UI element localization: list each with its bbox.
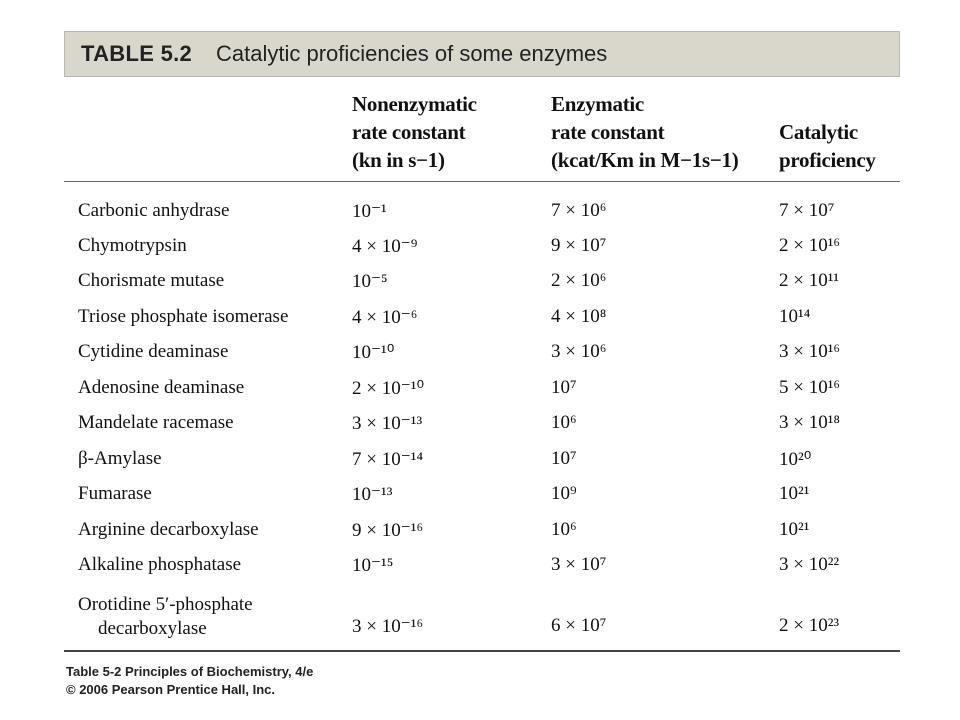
enzyme-name: Cytidine deaminase [78,341,229,362]
enzymatic-rate: 10⁷ [551,448,577,469]
enzyme-name [78,593,253,641]
catalytic-proficiency: 10²⁰ [779,449,812,470]
enzymatic-rate: 6 × 10⁷ [551,615,607,636]
catalytic-proficiency: 2 × 10¹¹ [779,270,840,291]
table-row [0,235,960,265]
header-line: rate constant [551,120,665,144]
enzymatic-rate: 10⁶ [551,412,577,433]
nonenzymatic-rate: 10⁻¹⁰ [352,342,395,363]
enzyme-name: Carbonic anhydrase [78,200,230,221]
table-row [0,200,960,230]
catalytic-proficiency: 3 × 10¹⁶ [779,341,841,362]
enzymatic-rate: 4 × 10⁸ [551,306,607,327]
header-line: (kn in s−1) [352,148,445,172]
nonenzymatic-rate: 7 × 10⁻¹⁴ [352,449,424,470]
catalytic-proficiency: 3 × 10¹⁸ [779,412,841,433]
credit-line: Table 5-2 Principles of Biochemistry, 4/e [66,664,314,679]
enzyme-name: Chymotrypsin [78,235,187,256]
nonenzymatic-rate: 10⁻¹⁵ [352,555,394,576]
enzyme-name: Triose phosphate isomerase [78,306,289,327]
enzymatic-rate: 2 × 10⁶ [551,270,607,291]
enzymatic-rate: 3 × 10⁶ [551,341,607,362]
enzymatic-rate: 10⁷ [551,377,577,398]
table-row [0,306,960,336]
header-line: Nonenzymatic [352,92,477,116]
header-line: Enzymatic [551,92,644,116]
nonenzymatic-rate: 3 × 10⁻¹⁶ [352,616,424,637]
table-row [0,270,960,300]
nonenzymatic-rate: 10⁻¹ [352,201,387,222]
enzymatic-rate: 9 × 10⁷ [551,235,607,256]
table-row [0,412,960,442]
source-credit [66,663,313,699]
header-line: (kcat/Km in M−1s−1) [551,148,739,172]
enzyme-name: Fumarase [78,483,152,504]
catalytic-proficiency: 10²¹ [779,483,810,504]
enzyme-name: Arginine decarboxylase [78,519,259,540]
table-row [0,554,960,584]
enzymatic-rate: 7 × 10⁶ [551,200,607,221]
enzyme-name: β-Amylase [78,448,162,469]
credit-line: © 2006 Pearson Prentice Hall, Inc. [66,682,276,697]
catalytic-proficiency: 2 × 10¹⁶ [779,235,841,256]
enzymatic-rate: 10⁶ [551,519,577,540]
table-row [0,448,960,478]
enzymatic-rate: 3 × 10⁷ [551,554,607,575]
enzyme-name-line: Orotidine 5′-phosphate [78,594,253,615]
catalytic-proficiency: 7 × 10⁷ [779,200,835,221]
enzyme-name-line: decarboxylase [98,618,207,639]
catalytic-proficiency: 3 × 10²² [779,554,840,575]
table-label: TABLE 5.2 [81,41,193,66]
enzyme-name: Adenosine deaminase [78,377,245,398]
nonenzymatic-rate: 10⁻⁵ [352,271,388,292]
enzymatic-rate: 10⁹ [551,483,577,504]
table-row [0,377,960,407]
nonenzymatic-rate: 4 × 10⁻⁶ [352,307,418,328]
enzyme-name: Mandelate racemase [78,412,234,433]
catalytic-proficiency: 10¹⁴ [779,306,811,327]
table-bottom-rule [64,650,900,652]
table-row [0,341,960,371]
header-line: proficiency [779,148,876,172]
table-row [0,519,960,549]
table-row [0,483,960,513]
header-line: Catalytic [779,120,858,144]
enzyme-name: Chorismate mutase [78,270,225,291]
nonenzymatic-rate: 4 × 10⁻⁹ [352,236,418,257]
enzyme-name: Alkaline phosphatase [78,554,242,575]
nonenzymatic-rate: 2 × 10⁻¹⁰ [352,378,425,399]
catalytic-proficiency: 2 × 10²³ [779,615,840,636]
table-caption: Catalytic proficiencies of some enzymes [216,41,608,66]
catalytic-proficiency: 10²¹ [779,519,810,540]
catalytic-proficiency: 5 × 10¹⁶ [779,377,841,398]
nonenzymatic-rate: 10⁻¹³ [352,484,393,505]
nonenzymatic-rate: 3 × 10⁻¹³ [352,413,423,434]
nonenzymatic-rate: 9 × 10⁻¹⁶ [352,520,424,541]
header-line: rate constant [352,120,466,144]
